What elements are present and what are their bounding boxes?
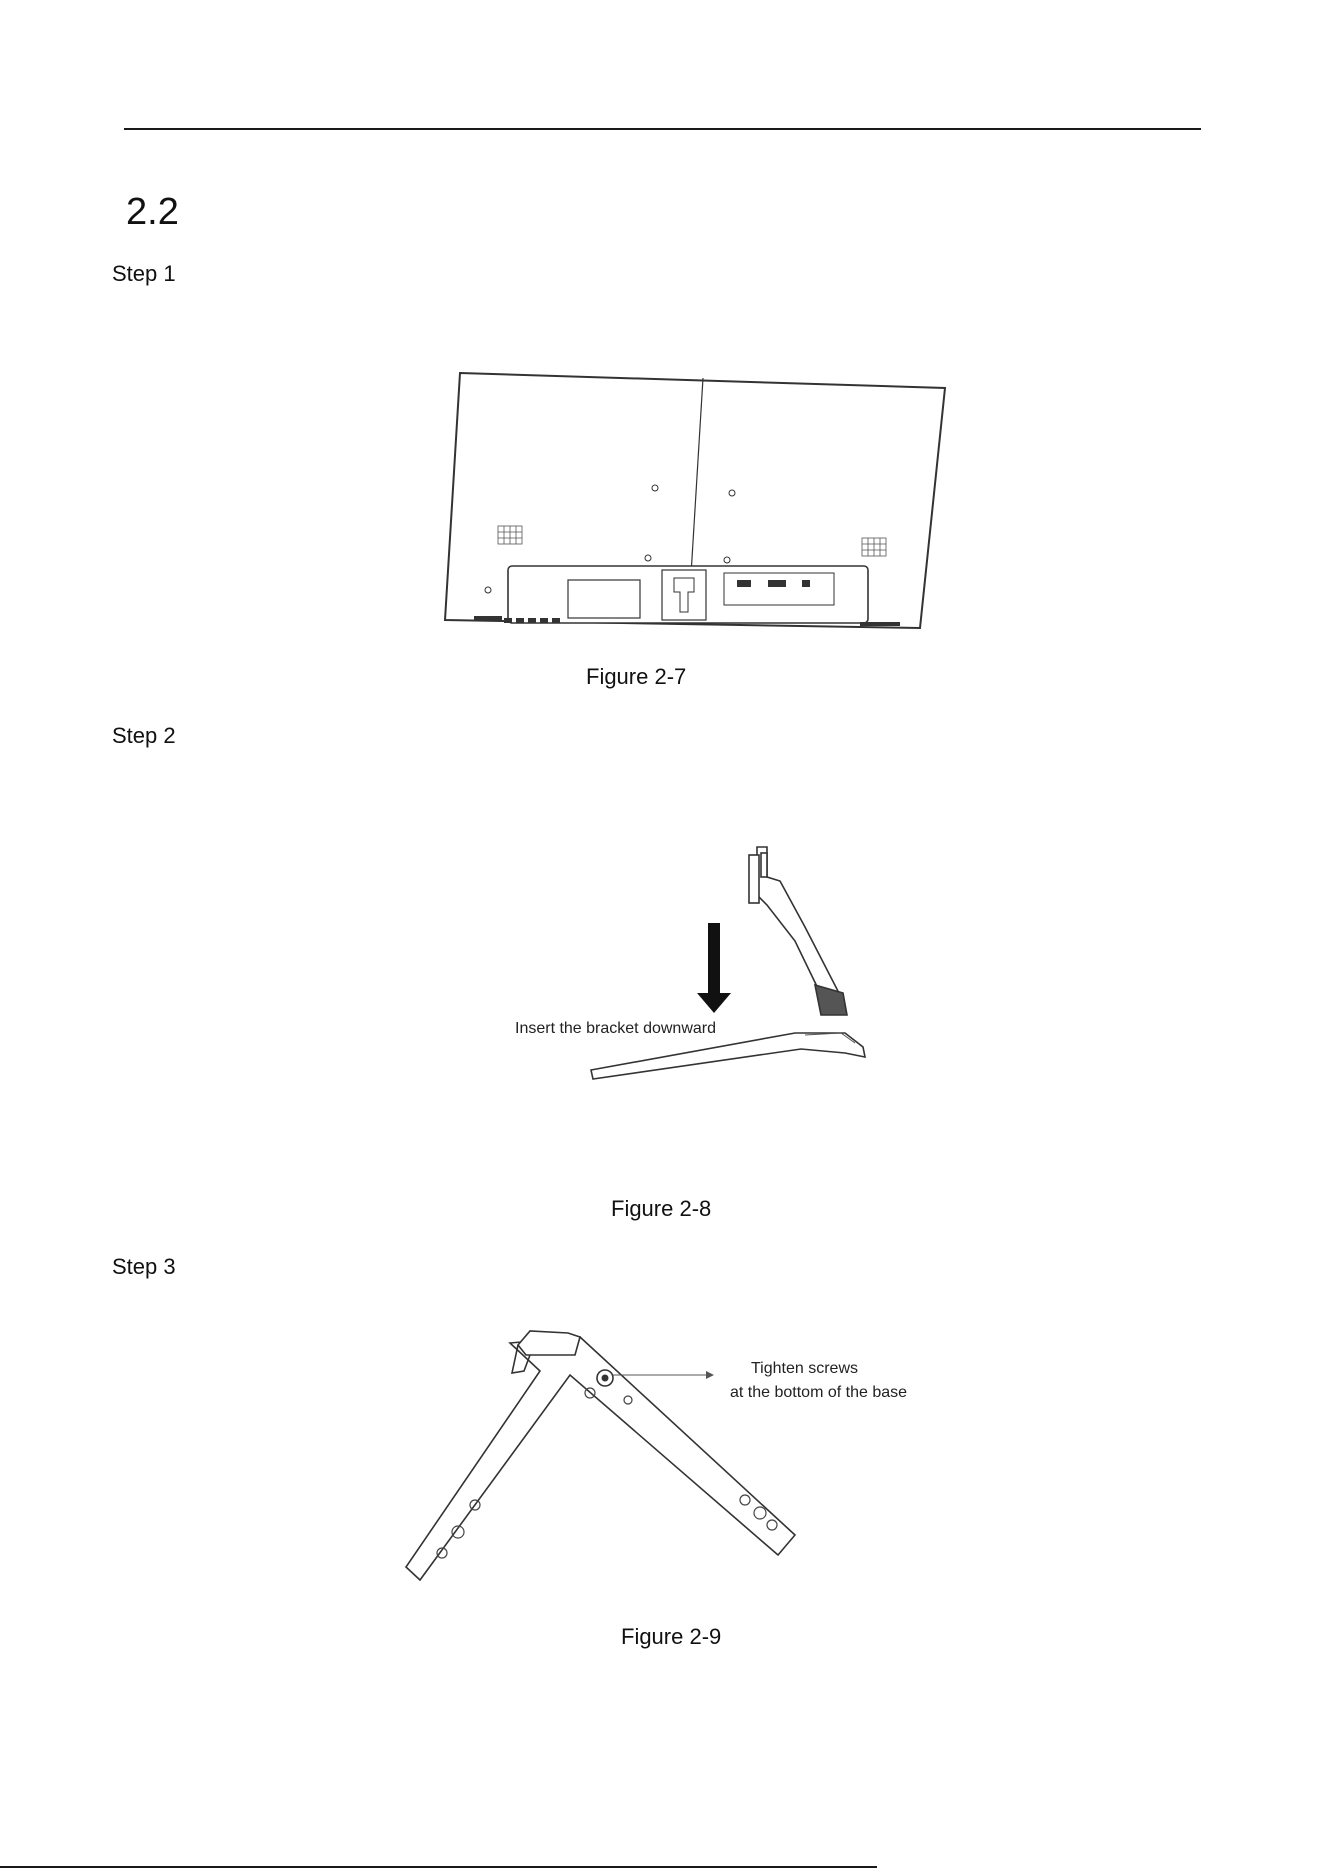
base-screws-illustration xyxy=(400,1325,920,1587)
insert-bracket-annotation: Insert the bracket downward xyxy=(515,1020,716,1037)
step-1-label: Step 1 xyxy=(112,261,176,286)
tighten-screws-annotation-line1: Tighten screws xyxy=(751,1360,858,1377)
figure-2-8-caption: Figure 2-8 xyxy=(611,1196,712,1221)
header-rule xyxy=(124,128,1201,130)
section-number: 2.2 xyxy=(126,191,179,233)
tighten-screws-annotation-line2: at the bottom of the base xyxy=(730,1384,908,1401)
footer-rule xyxy=(0,1866,877,1868)
figure-2-7-caption: Figure 2-7 xyxy=(586,664,687,689)
bracket-insertion-illustration xyxy=(505,835,875,1085)
step-2-label: Step 2 xyxy=(112,723,176,748)
monitor-rear-illustration xyxy=(440,368,960,646)
figure-2-9-caption: Figure 2-9 xyxy=(621,1624,722,1649)
step-3-label: Step 3 xyxy=(112,1254,176,1279)
